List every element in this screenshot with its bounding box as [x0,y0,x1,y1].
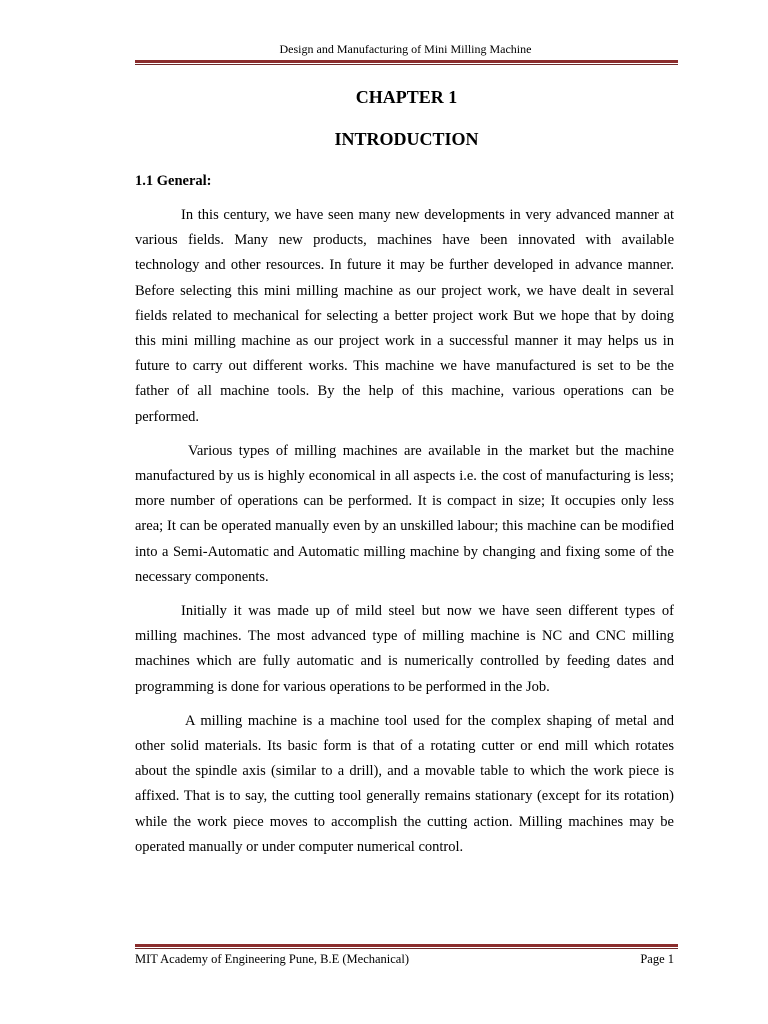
paragraph: In this century, we have seen many new developments in very advanced manner at various fields. Many new products, machines have been innovated with available technology and other resources. In future it may be further developed in advance manner. Before selecting this mini milling machine as our project work, we have dealt in several fields related to mechanical for selecting a better project work But we hope that by doing this mini milling machine as our project work in a successful manner it may helps us in future to carry out different works. This machine we have manufactured is set to be the father of all machine tools. By the help of this machine, various operations can be performed. [135,207,674,425]
footer-institution: MIT Academy of Engineering Pune, B.E (Mechanical) [135,952,409,966]
body-text [135,203,674,869]
header-rule-thick [135,60,678,63]
section-heading: 1.1 General: [135,173,212,189]
chapter-title: INTRODUCTION [334,129,479,149]
footer-rule-thin [135,948,678,949]
header-rule-thin [135,64,678,65]
paragraph: Initially it was made up of mild steel but now we have seen different types of milling machines. The most advanced type of milling machine is NC and CNC milling machines which are fully automatic and is numerically controlled by feeding dates and programming is done for various operations to be performed in the Job. [135,603,674,695]
footer-rule [135,944,678,949]
running-header: Design and Manufacturing of Mini Milling Machine [279,42,532,56]
footer-rule-thick [135,944,678,947]
paragraph: A milling machine is a machine tool used for the complex shaping of metal and other solid materials. Its basic form is that of a rotating cutter or end mill which rotates about the spindle axis (similar to a drill), and a movable table to which the work piece is affixed. That is to say, the cutting tool generally remains stationary (except for its rotation) while the work piece moves to accomplish the cutting action. Milling machines may be operated manually or under computer numerical control. [135,712,674,855]
chapter-label: CHAPTER 1 [355,87,458,107]
page-number: Page 1 [640,952,674,966]
header-rule [135,60,678,65]
paragraph: Various types of milling machines are available in the market but the machine manufactured by us is highly economical in all aspects i.e. the cost of manufacturing is less; more number of operations can be performed. It is compact in size; It occupies only less area; It can be operated manually even by an unskilled labour; this machine can be modified into a Semi-Automatic and Automatic milling machine by changing and fixing some of the necessary components. [135,442,674,585]
